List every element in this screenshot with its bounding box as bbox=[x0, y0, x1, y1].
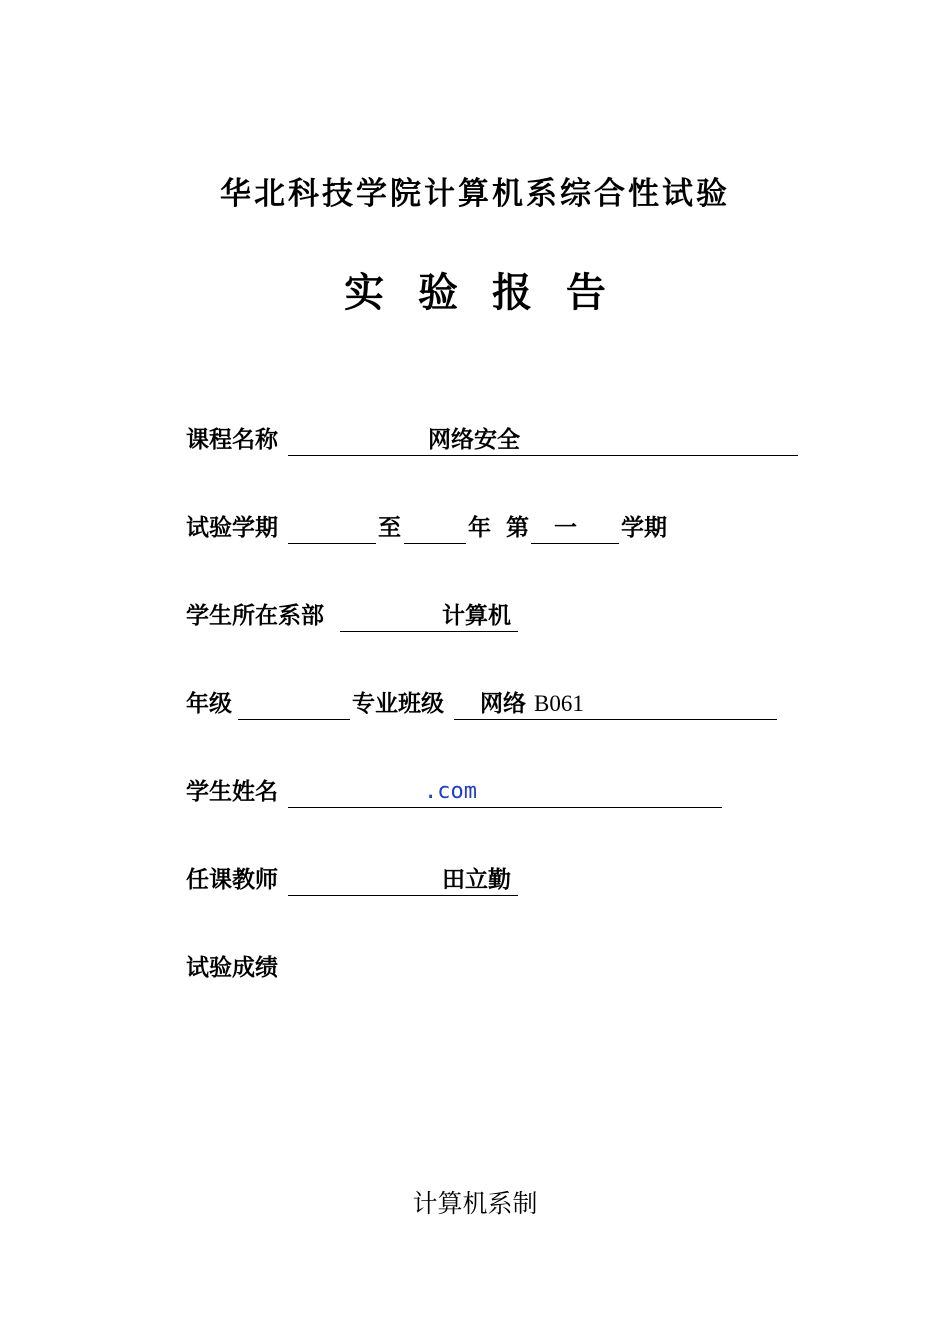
report-title-char: 告 bbox=[565, 270, 606, 316]
course-field bbox=[186, 422, 806, 458]
department-label: 学生所在系部 bbox=[186, 602, 324, 629]
report-title bbox=[0, 266, 950, 320]
class-value-code: B061 bbox=[534, 691, 584, 716]
grade-underline bbox=[238, 686, 350, 720]
college-title: 华北科技学院计算机系综合性试验 bbox=[220, 176, 730, 212]
report-title-char: 实 bbox=[344, 270, 385, 316]
student-label: 学生姓名 bbox=[186, 778, 278, 805]
report-title-char: 验 bbox=[418, 270, 459, 316]
teacher-field bbox=[186, 862, 526, 898]
semester-ordinal: 第 bbox=[506, 514, 529, 541]
department-value: 计算机 bbox=[442, 602, 511, 629]
semester-year: 年 bbox=[468, 514, 491, 541]
report-title-char: 报 bbox=[491, 270, 532, 316]
course-label: 课程名称 bbox=[186, 426, 278, 453]
class-value-cn: 网络 bbox=[480, 690, 526, 717]
semester-end-underline bbox=[404, 510, 466, 544]
semester-start-underline bbox=[288, 510, 376, 544]
semester-field bbox=[186, 510, 686, 546]
semester-label: 试验学期 bbox=[186, 514, 278, 541]
footer-issuer: 计算机系制 bbox=[412, 1189, 538, 1218]
semester-term-value: 一 bbox=[554, 515, 577, 541]
grade-label: 年级 bbox=[186, 690, 232, 717]
teacher-value: 田立勤 bbox=[442, 866, 511, 893]
semester-to: 至 bbox=[378, 514, 401, 541]
teacher-label: 任课教师 bbox=[186, 866, 278, 893]
course-value: 网络安全 bbox=[428, 427, 520, 453]
student-field bbox=[186, 774, 731, 810]
grade-class-field bbox=[186, 686, 786, 722]
semester-term-label: 学期 bbox=[621, 514, 667, 541]
class-label: 专业班级 bbox=[352, 690, 444, 717]
score-field bbox=[186, 950, 326, 986]
department-field bbox=[186, 598, 526, 634]
student-underline bbox=[288, 774, 722, 808]
course-underline bbox=[288, 422, 798, 456]
student-value: .com bbox=[424, 779, 477, 804]
score-label: 试验成绩 bbox=[186, 954, 278, 981]
